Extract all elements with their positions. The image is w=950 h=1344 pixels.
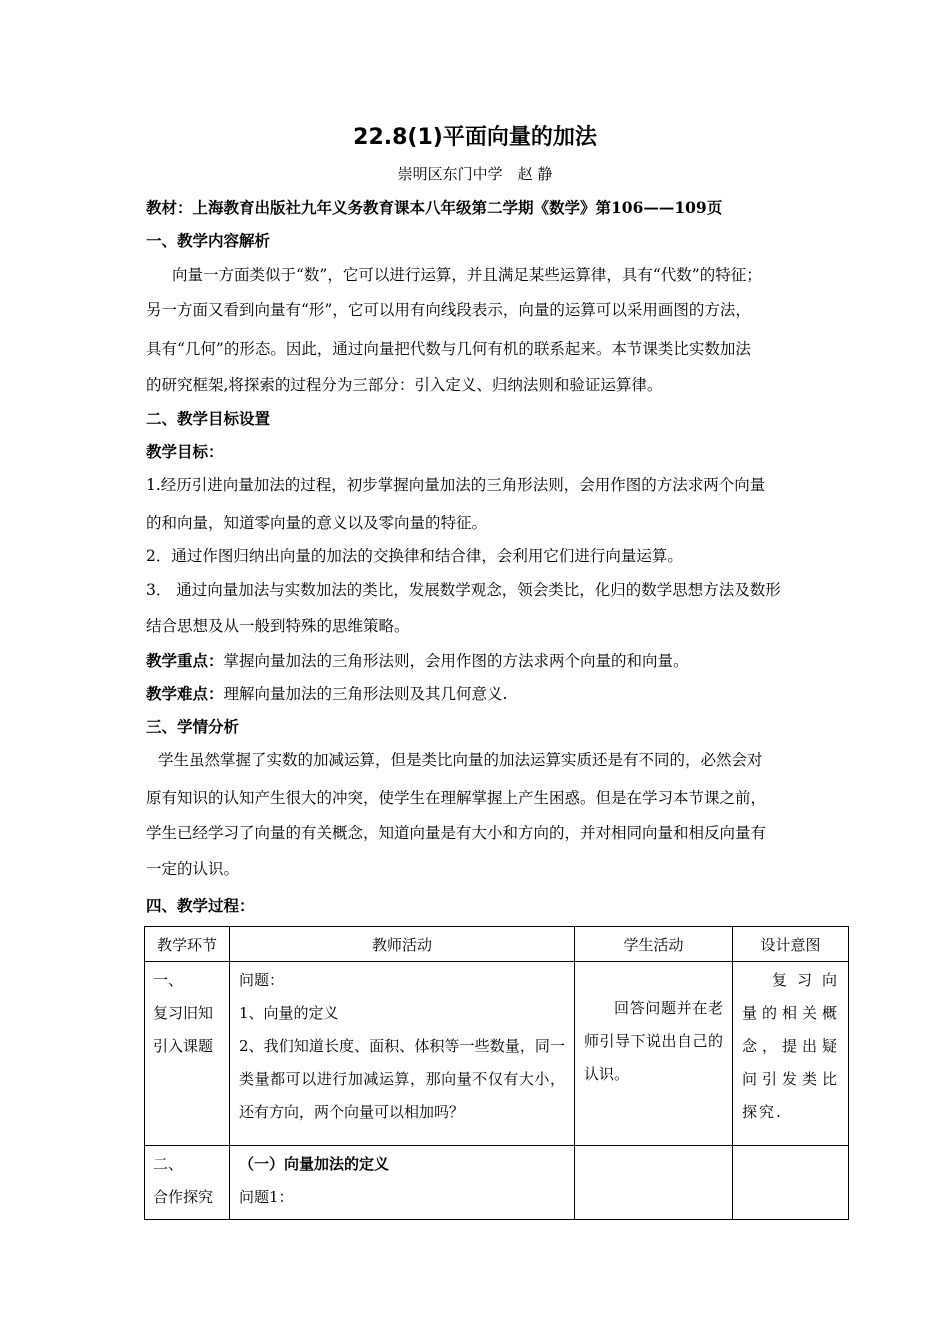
section3-line: 原有知识的认知产生很大的冲突，使学生在理解掌握上产生困惑。但是在学习本节课之前， [146,789,767,807]
table-row [145,1145,849,1219]
section1-line: 向量一方面类似于“数”，它可以进行运算，并且满足某些运算律，具有“代数”的特征； [172,266,762,284]
teacher-line: 1、向量的定义 [239,1004,339,1023]
goal-line: 的和向量，知道零向量的意义以及零向量的特征。 [146,514,488,532]
section1-line: 具有“几何”的形态。因此，通过向量把代数与几何有机的联系起来。本节课类比实数加法 [146,340,751,358]
design-intent-cell [733,962,849,1146]
table-header-row [145,927,849,962]
teacher-line: 问题1： [239,1187,294,1206]
design-intent-text: 复习向量的相关概念，提出疑问引发类比探究. [742,971,839,1122]
teacher-activity-cell [230,1145,575,1219]
student-activity-cell [575,962,733,1146]
teacher-line: 2、我们知道长度、面积、体积等一些数量，同一类量都可以进行加减运算，那向量不仅有大小，还有方向，两个向量可以相加吗？ [239,1037,565,1122]
section1-line: 另一方面又看到向量有“形”，它可以用有向线段表示，向量的运算可以采用画图的方法， [146,301,751,319]
design-intent-cell [733,1145,849,1219]
section3-line: 学生已经学习了向量的有关概念，知道向量是有大小和方向的，并对相同向量和相反向量有 [146,824,767,842]
teacher-subheading: （一）向量加法的定义 [239,1154,390,1173]
section3-line: 一定的认识。 [146,860,240,878]
author-line: 崇明区东门中学 赵 静 [397,165,553,183]
stage-line: 合作探究 [153,1187,214,1206]
table-header-cell: 学生活动 [575,927,733,962]
teacher-activity-cell [230,962,575,1146]
table-header-cell: 教师活动 [230,927,575,962]
stage-cell [145,962,230,1146]
student-activity-text: 回答问题并在老师引导下说出自己的认识。 [584,999,723,1084]
goal-line: 结合思想及从一般到特殊的思维策略。 [146,617,410,635]
stage-line: 引入课题 [153,1037,214,1056]
textbook-line: 教材：上海教育出版社九年义务教育课本八年级第二学期《数学》第106——109页 [146,198,723,217]
goal-line: 1.经历引进向量加法的过程，初步掌握向量加法的三角形法则，会用作图的方法求两个向量 [146,476,766,494]
page-title: 22.8(1)平面向量的加法 [353,125,597,150]
key-point-text: 掌握向量加法的三角形法则，会用作图的方法求两个向量的和向量。 [223,652,689,670]
goals-label: 教学目标： [146,442,224,461]
difficulty-point [146,682,507,706]
section1-line: 的研究框架,将探索的过程分为三部分：引入定义、归纳法则和验证运算律。 [146,376,663,394]
teaching-process-table [144,926,849,1220]
student-activity-cell [575,1145,733,1219]
table-row [145,962,849,1146]
section3-heading: 三、学情分析 [146,717,240,736]
difficulty-text: 理解向量加法的三角形法则及其几何意义. [223,685,508,703]
goal-line: 2．通过作图归纳出向量的加法的交换律和结合律，会利用它们进行向量运算。 [146,547,683,565]
key-point [146,649,689,673]
key-point-label: 教学重点： [146,651,224,670]
stage-line: 二、 [153,1154,184,1173]
section2-heading: 二、教学目标设置 [146,409,271,428]
teacher-line: 问题： [239,971,285,990]
table-header-cell: 设计意图 [733,927,849,962]
stage-line: 复习旧知 [153,1004,214,1023]
section4-heading: 四、教学过程： [146,896,255,915]
table-header-cell: 教学环节 [145,927,230,962]
stage-cell [145,1145,230,1219]
section1-heading: 一、教学内容解析 [146,231,271,250]
stage-line: 一、 [153,971,184,990]
goal-line: 3． 通过向量加法与实数加法的类比，发展数学观念，领会类比，化归的数学思想方法及数形 [146,581,781,599]
difficulty-label: 教学难点： [146,684,224,703]
section3-line: 学生虽然掌握了实数的加减运算，但是类比向量的加法运算实质还是有不同的，必然会对 [158,751,763,769]
